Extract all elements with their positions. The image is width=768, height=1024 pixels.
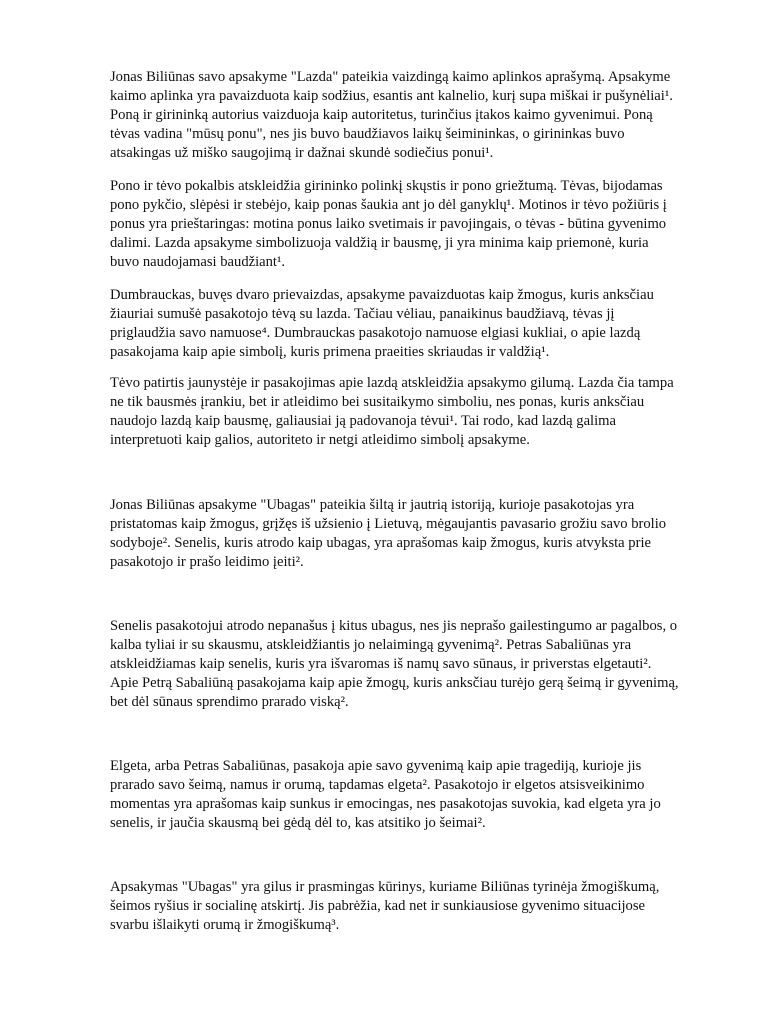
text-line: atsakingas už miško saugojimą ir dažnai skundė sodiečius ponui¹. bbox=[110, 145, 494, 161]
text-line: Pono ir tėvo pokalbis atskleidžia girininko polinkį skųstis ir pono griežtumą. Tėvas, bijodamas bbox=[110, 178, 663, 194]
text-line: Dumbrauckas, buvęs dvaro prievaizdas, apsakyme pavaizduotas kaip žmogus, kuris anksčiau bbox=[110, 287, 654, 303]
text-line: Apie Petrą Sabaliūną pasakojama kaip apie žmogų, kuris anksčiau turėjo gerą šeimą ir gyvenimą, bbox=[110, 675, 679, 691]
text-line: Senelis pasakotojui atrodo nepanašus į kitus ubagus, nes jis neprašo gailestingumo ar pagalbos, o bbox=[110, 618, 678, 634]
text-line: naudojo lazdą kaip bausmę, galiausiai ją padovanoja tėvui¹. Tai rodo, kad lazdą galima bbox=[110, 413, 616, 429]
paragraph-ubagas-conclusion bbox=[110, 878, 690, 935]
text-line: sodyboje². Senelis, kuris atrodo kaip ubagas, yra aprašomas kaip žmogus, kuris atvyksta prie bbox=[110, 535, 651, 551]
text-line: atskleidžiamas kaip senelis, kuris yra išvaromas iš namų savo sūnaus, ir priverstas elgetauti². bbox=[110, 656, 652, 672]
text-line: šeimos ryšius ir socialinę atskirtį. Jis pabrėžia, kad net ir sunkiausiose gyvenimo situacijose bbox=[110, 898, 646, 914]
paragraph-lazda-conversation bbox=[110, 177, 690, 272]
text-line: pasakojama kaip apie simbolį, kuris primena praeities skriaudas ir valdžią¹. bbox=[110, 344, 550, 360]
text-line: Poną ir girininką autorius vaizduoja kaip autoritetus, turinčius įtakos kaimo gyvenimui. Poną bbox=[110, 107, 653, 123]
text-line: pristatomas kaip žmogus, grįžęs iš užsienio į Lietuvą, mėgaujantis pavasario grožiu savo brolio bbox=[110, 516, 667, 532]
text-line: tėvas vadina "mūsų ponu", nes jis buvo baudžiavos laikų šeimininkas, o girininkas buvo bbox=[110, 126, 625, 142]
text-line: ne tik bausmės įrankiu, bet ir atleidimo bei susitaikymo simboliu, nes ponas, kuris anksčiau bbox=[110, 394, 645, 410]
text-line: Apsakymas "Ubagas" yra gilus ir prasmingas kūrinys, kuriame Biliūnas tyrinėja žmogiškumą, bbox=[110, 879, 660, 895]
text-line: svarbu išlaikyti orumą ir žmogiškumą³. bbox=[110, 917, 340, 933]
text-line: Elgeta, arba Petras Sabaliūnas, pasakoja apie savo gyvenimą kaip apie tragediją, kurioje jis bbox=[110, 758, 642, 774]
text-line: priglaudžia savo namuose⁴. Dumbrauckas pasakotojo namuose elgiasi kukliai, o apie lazdą bbox=[110, 325, 641, 341]
paragraph-ubagas-elgeta bbox=[110, 757, 690, 833]
text-line: Tėvo patirtis jaunystėje ir pasakojimas apie lazdą atskleidžia apsakymo gilumą. Lazda čia tampa bbox=[110, 375, 674, 391]
paragraph-ubagas-intro bbox=[110, 496, 690, 572]
paragraph-lazda-symbol bbox=[110, 374, 690, 450]
paragraph-lazda-setting bbox=[110, 68, 690, 163]
text-line: žiauriai sumušė pasakotojo tėvą su lazda. Tačiau vėliau, panaikinus baudžiavą, tėvas jį bbox=[110, 306, 615, 322]
text-line: buvo naudojamasi baudžiant¹. bbox=[110, 254, 285, 270]
text-line: pono pykčio, slėpėsi ir stebėjo, kaip ponas šaukia ant jo dėl ganyklų¹. Motinos ir tėvo požiūris į bbox=[110, 197, 667, 213]
text-line: ponus yra prieštaringas: motina ponus laiko svetimais ir pavojingais, o tėvas - būtina gyvenimo bbox=[110, 216, 667, 232]
text-line: pasakotojo ir prašo leidimo įeiti². bbox=[110, 554, 304, 570]
text-line: bet dėl sūnaus sprendimo prarado viską². bbox=[110, 694, 349, 710]
text-line: senelis, ir jaučia skausmą bei gėdą dėl to, kas atsitiko jo šeimai². bbox=[110, 815, 486, 831]
text-line: prarado savo šeimą, namus ir orumą, tapdamas elgeta². Pasakotojo ir elgetos atsisveikinimo bbox=[110, 777, 645, 793]
text-line: interpretuoti kaip galios, autoriteto ir netgi atleidimo simbolį apsakyme. bbox=[110, 432, 530, 448]
text-line: Jonas Biliūnas savo apsakyme "Lazda" pateikia vaizdingą kaimo aplinkos aprašymą. Apsakyme bbox=[110, 69, 671, 85]
text-line: momentas yra aprašomas kaip sunkus ir emocingas, nes pasakotojas suvokia, kad elgeta yra jo bbox=[110, 796, 661, 812]
text-line: kaimo aplinka yra pavaizduota kaip sodžius, esantis ant kalnelio, kurį supa miškai ir pušynėliai¹. bbox=[110, 88, 673, 104]
paragraph-lazda-dumbrauckas bbox=[110, 286, 690, 362]
text-line: Jonas Biliūnas apsakyme "Ubagas" pateikia šiltą ir jautrią istoriją, kurioje pasakotojas yra bbox=[110, 497, 635, 513]
text-line: kalba tyliai ir su skausmu, atskleidžiantis jo nelaimingą gyvenimą². Petras Sabaliūnas yra bbox=[110, 637, 632, 653]
text-line: dalimi. Lazda apsakyme simbolizuoja valdžią ir bausmę, ji yra minima kaip priemonė, kuria bbox=[110, 235, 649, 251]
paragraph-ubagas-senelis bbox=[110, 617, 690, 712]
